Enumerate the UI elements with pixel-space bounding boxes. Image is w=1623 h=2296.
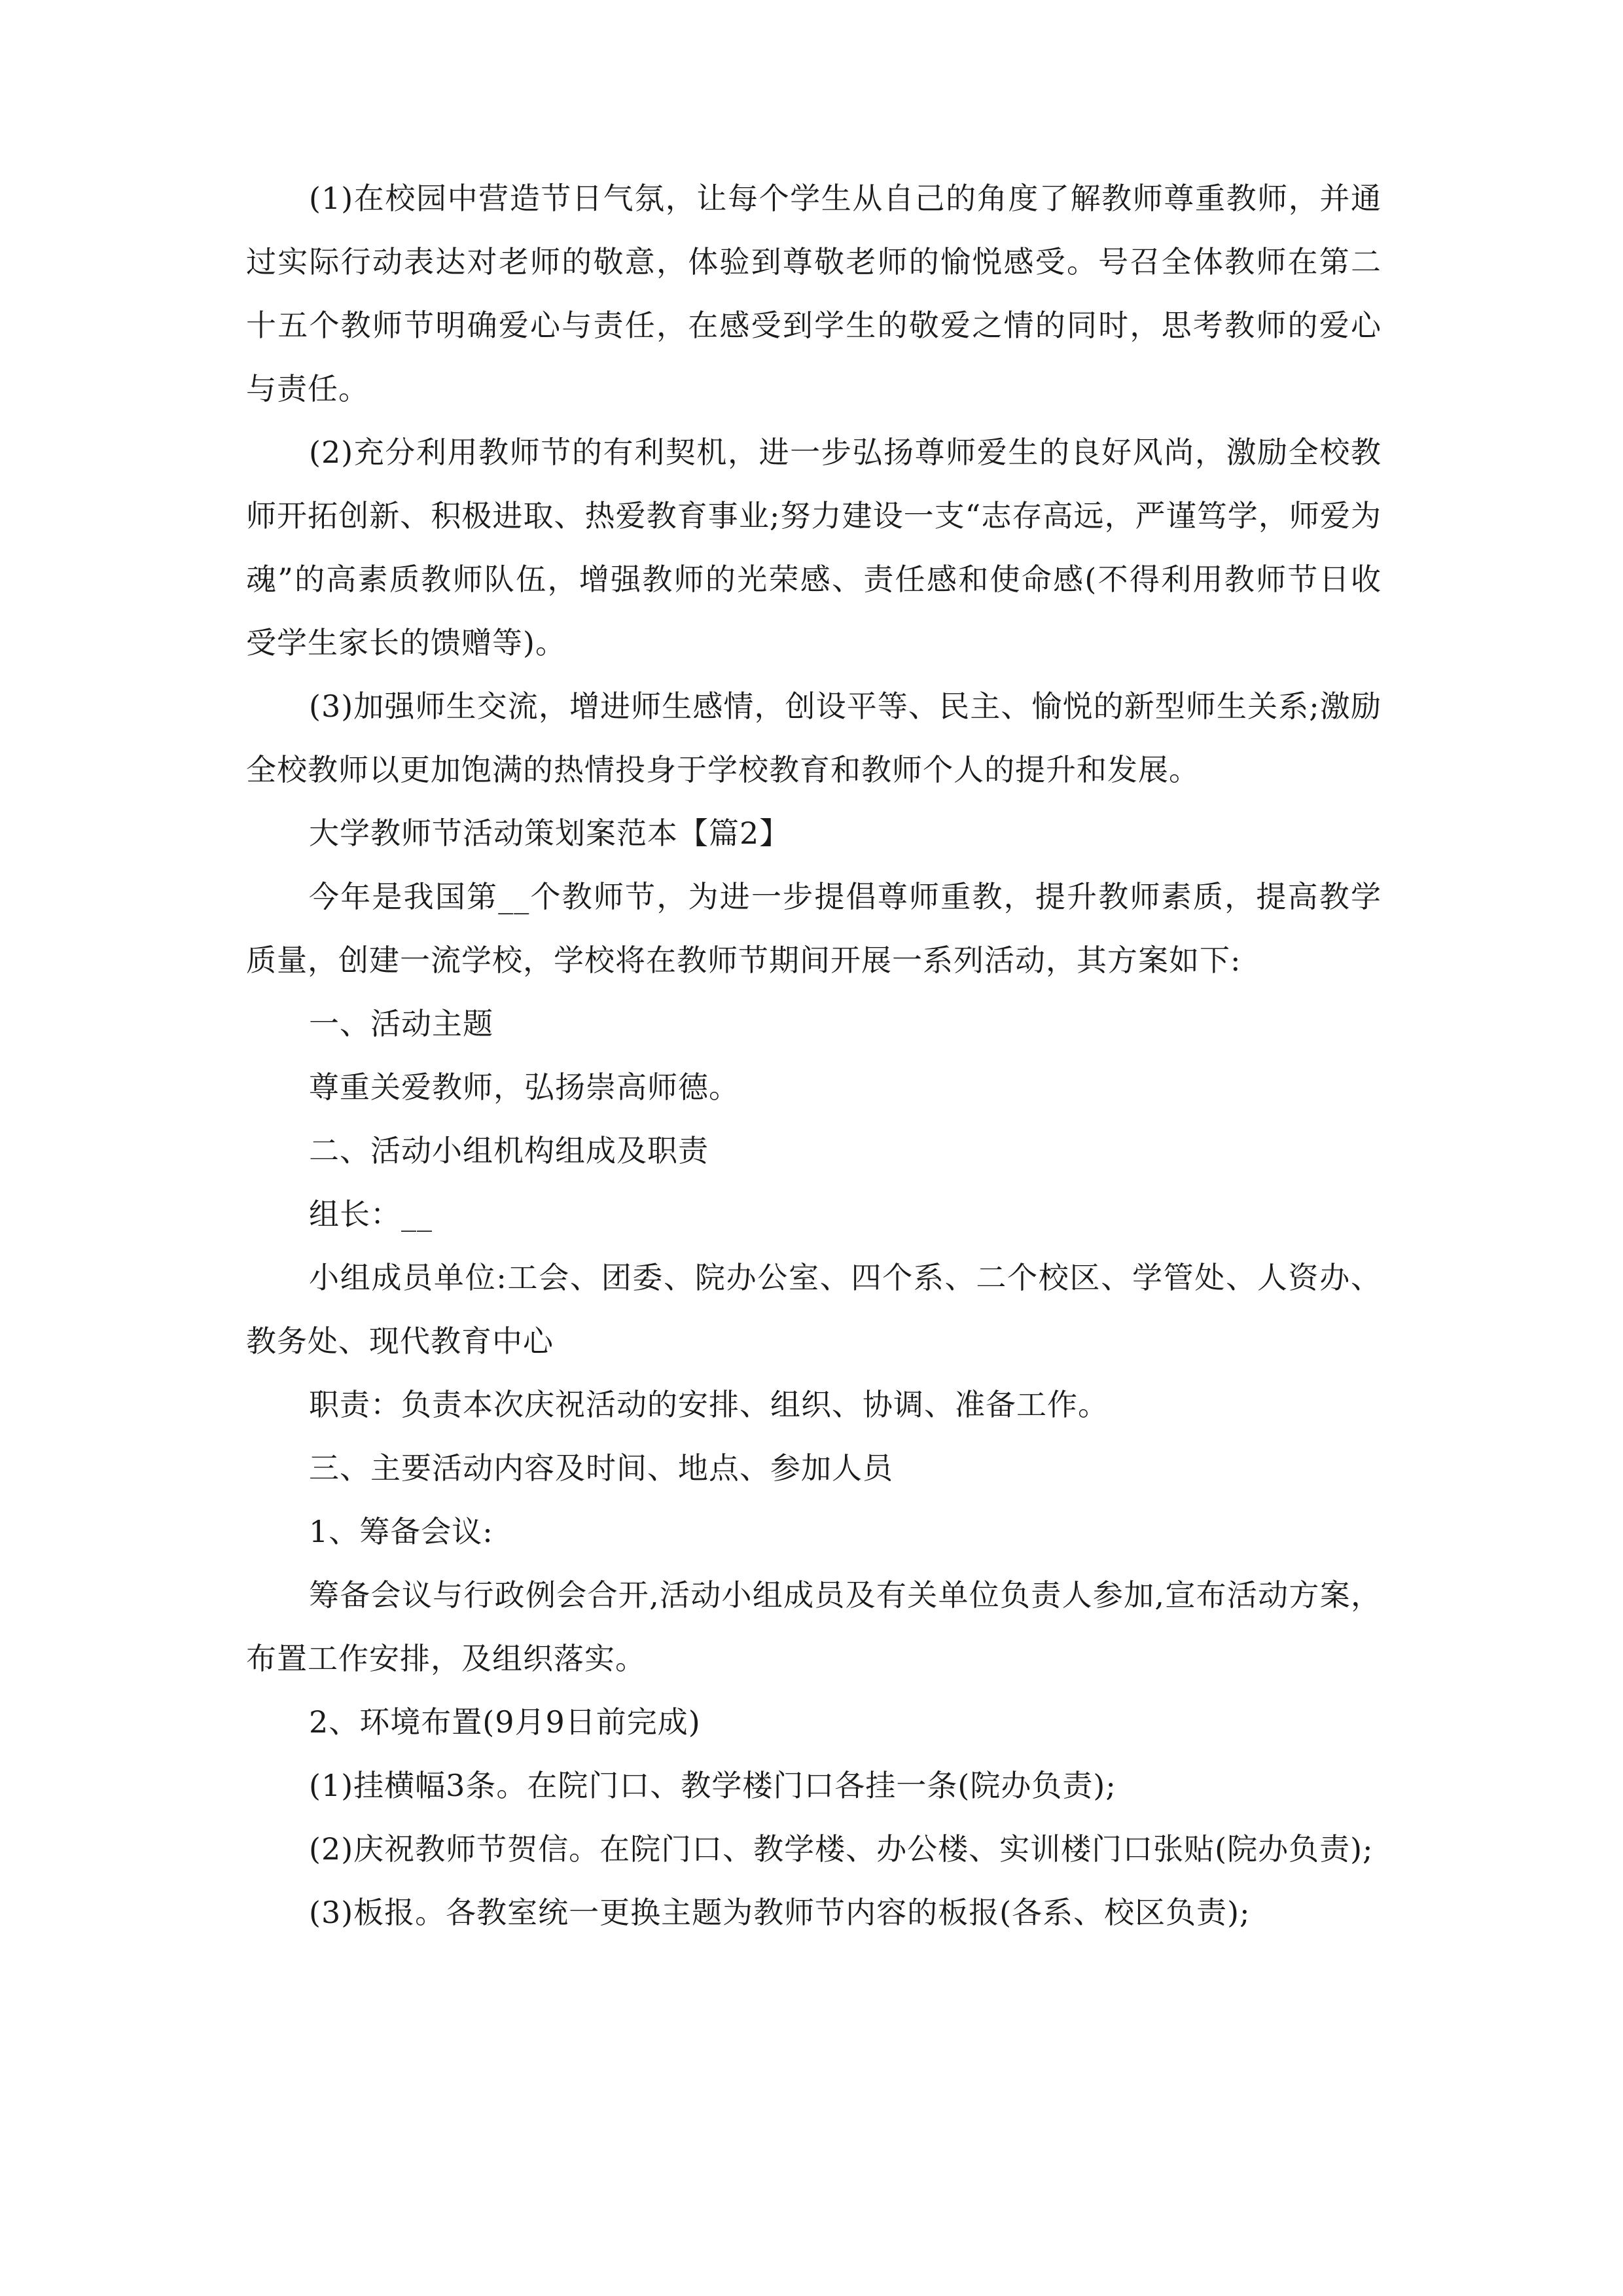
paragraph-duties: 职责：负责本次庆祝活动的安排、组织、协调、准备工作。 (309, 1387, 1109, 1422)
paragraph-goal-3: (3)加强师生交流，增进师生感情，创设平等、民主、愉悦的新型师生关系;激励全校教师以更加饱满的热情投身于学校教育和教师个人的提升和发展。 (246, 689, 1382, 787)
paragraph-intro: 今年是我国第__个教师节，为进一步提倡尊师重教，提升教师素质，提高教学质量，创建一流学校，学校将在教师节期间开展一系列活动，其方案如下: (246, 879, 1382, 978)
paragraph-theme: 尊重关爱教师，弘扬崇高师德。 (309, 1069, 740, 1105)
list-item-blackboard: (3)板报。各教室统一更换主题为教师节内容的板报(各系、校区负责); (309, 1895, 1251, 1930)
list-item-banners: (1)挂横幅3条。在院门口、教学楼门口各挂一条(院办负责); (309, 1768, 1116, 1803)
heading-activity-theme: 一、活动主题 (309, 1006, 493, 1041)
paragraph-preparatory-meeting: 筹备会议与行政例会合开,活动小组成员及有关单位负责人参加,宣布活动方案，布置工作安排，及组织落实。 (246, 1577, 1382, 1676)
document-page (246, 167, 1382, 1945)
paragraph-goal-1: (1)在校园中营造节日气氛，让每个学生从自己的角度了解教师尊重教师，并通过实际行动表达对老师的敬意，体验到尊敬老师的愉悦感受。号召全体教师在第二十五个教师节明确爱心与责任，在感受到学生的敬爱之情的同时，思考教师的爱心与责任。 (246, 181, 1382, 406)
paragraph-group-leader: 组长：__ (309, 1196, 433, 1232)
heading-organization: 二、活动小组机构组成及职责 (309, 1133, 709, 1168)
subheading-environment-setup: 2、环境布置(9月9日前完成) (309, 1704, 701, 1740)
paragraph-group-members: 小组成员单位:工会、团委、院办公室、四个系、二个校区、学管处、人资办、教务处、现代教育中心 (246, 1260, 1382, 1359)
subheading-preparatory-meeting: 1、筹备会议: (309, 1514, 493, 1549)
list-item-greeting-letter: (2)庆祝教师节贺信。在院门口、教学楼、办公楼、实训楼门口张贴(院办负责); (309, 1831, 1374, 1867)
paragraph-goal-2: (2)充分利用教师节的有利契机，进一步弘扬尊师爱生的良好风尚，激励全校教师开拓创新、积极进取、热爱教育事业;努力建设一支“志存高远，严谨笃学，师爱为魂”的高素质教师队伍，增强教师的光荣感、责任感和使命感(不得利用教师节日收受学生家长的馈赠等)。 (246, 435, 1382, 660)
section-title-part-2: 大学教师节活动策划案范本【篇2】 (309, 816, 791, 851)
heading-main-activities: 三、主要活动内容及时间、地点、参加人员 (309, 1450, 893, 1486)
